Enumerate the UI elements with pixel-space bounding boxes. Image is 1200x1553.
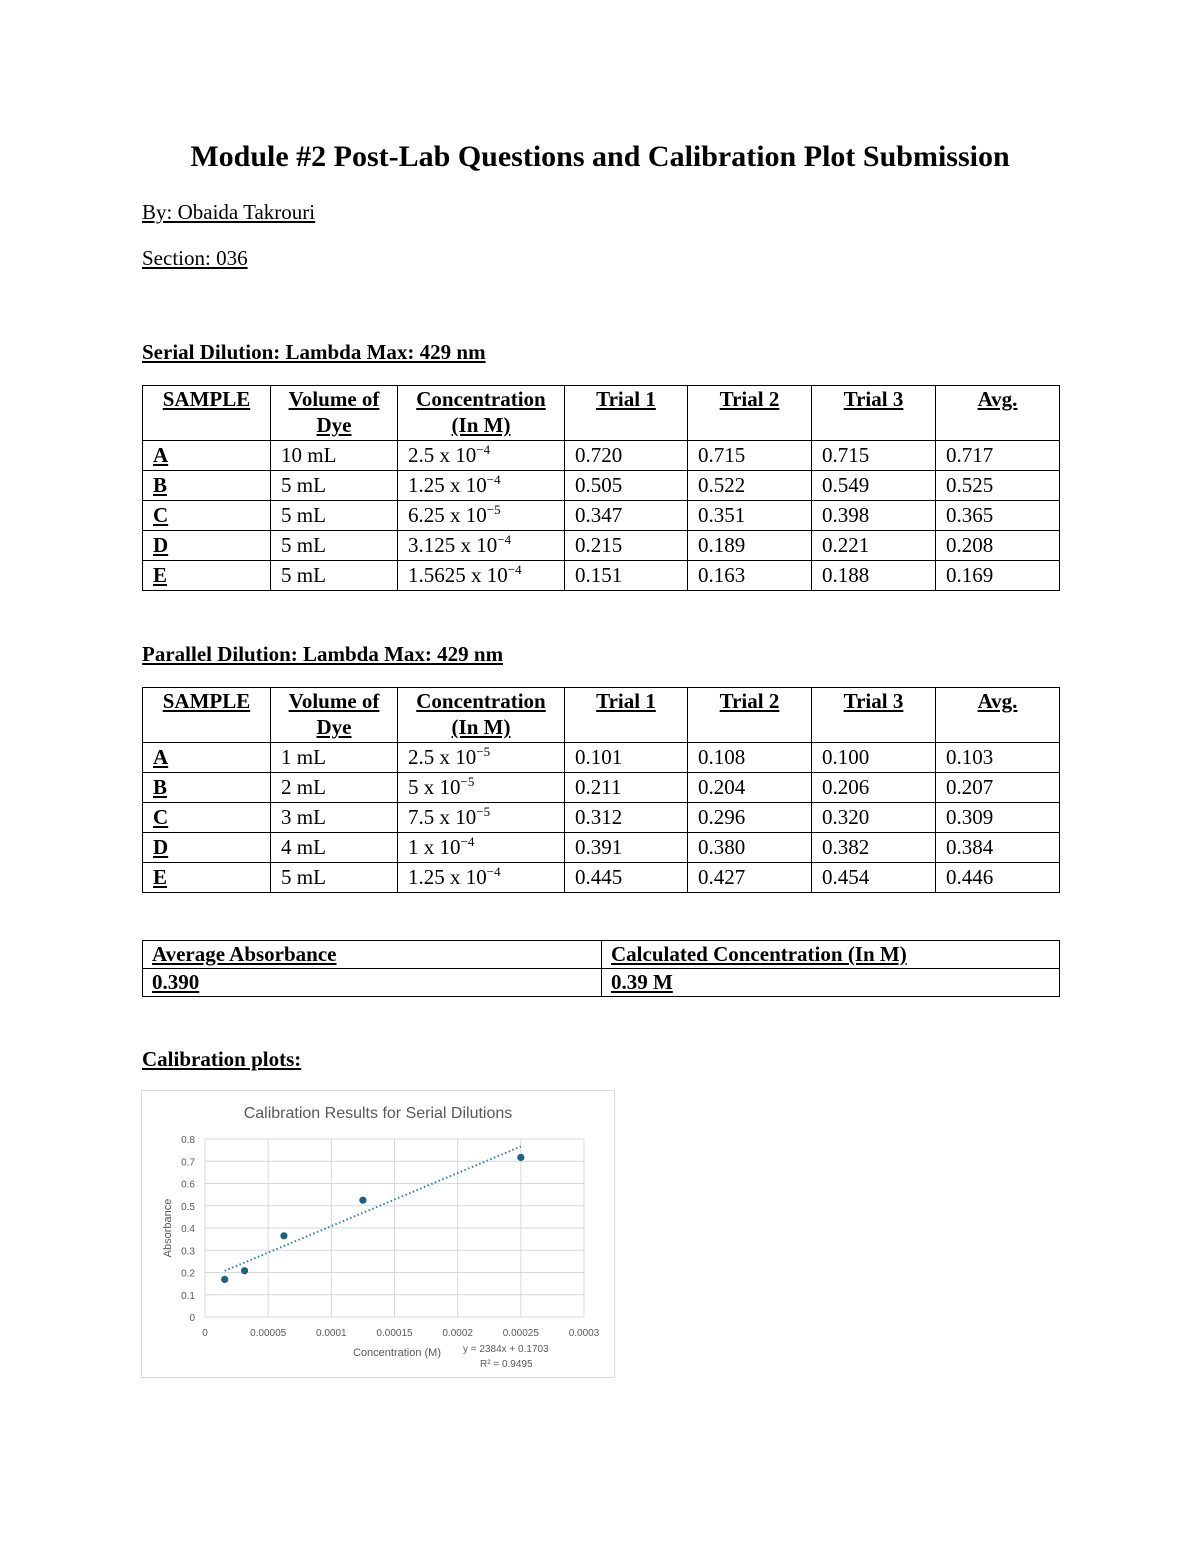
trial-1-cell: 0.391 (565, 833, 688, 863)
concentration-cell (398, 803, 565, 833)
volume-cell: 2 mL (271, 773, 398, 803)
concentration-exponent: −5 (476, 744, 491, 759)
volume-cell: 5 mL (271, 561, 398, 591)
trial-2-cell: 0.108 (688, 743, 812, 773)
concentration-cell (398, 561, 565, 591)
table-row (143, 531, 1060, 561)
trial-2-cell: 0.715 (688, 441, 812, 471)
result-table (142, 940, 1060, 997)
r-squared-label: R² = 0.9495 (480, 1359, 533, 1370)
concentration-base: 2.5 x 10 (408, 443, 477, 467)
calculated-concentration-value: 0.39 M (602, 969, 1060, 997)
concentration-base: 3.125 x 10 (408, 533, 498, 557)
trial-1-cell: 0.211 (565, 773, 688, 803)
trial-1-cell: 0.720 (565, 441, 688, 471)
serial-header-row (143, 386, 1060, 441)
chart-title: Calibration Results for Serial Dilutions (243, 1105, 513, 1122)
trial-1-cell: 0.505 (565, 471, 688, 501)
volume-cell: 4 mL (271, 833, 398, 863)
sample-cell: A (143, 441, 271, 471)
trial-2-cell: 0.204 (688, 773, 812, 803)
concentration-base: 1.5625 x 10 (408, 563, 508, 587)
concentration-cell (398, 863, 565, 893)
sample-cell: A (143, 743, 271, 773)
volume-cell: 5 mL (271, 531, 398, 561)
y-tick-label: 0.8 (181, 1135, 195, 1146)
trial-1-cell: 0.445 (565, 863, 688, 893)
table-row (143, 471, 1060, 501)
average-absorbance-header: Average Absorbance (143, 941, 602, 969)
avg-cell: 0.208 (936, 531, 1060, 561)
trial-1-cell: 0.101 (565, 743, 688, 773)
concentration-base: 1.25 x 10 (408, 473, 487, 497)
calibration-plots-heading: Calibration plots: (142, 1047, 302, 1071)
concentration-cell (398, 773, 565, 803)
table-row (143, 803, 1060, 833)
concentration-exponent: −4 (507, 562, 522, 577)
calculated-concentration-header: Calculated Concentration (In M) (602, 941, 1060, 969)
sample-cell: C (143, 803, 271, 833)
table-row (143, 561, 1060, 591)
x-axis-label: Concentration (M) (352, 1347, 442, 1359)
header-trial-2: Trial 2 (688, 386, 812, 441)
concentration-cell (398, 743, 565, 773)
parallel-dilution-table (142, 687, 1060, 893)
trial-3-cell: 0.221 (812, 531, 936, 561)
concentration-base: 6.25 x 10 (408, 503, 487, 527)
avg-cell: 0.717 (936, 441, 1060, 471)
avg-cell: 0.309 (936, 803, 1060, 833)
y-tick-label: 0.6 (181, 1179, 195, 1191)
trial-2-cell: 0.351 (688, 501, 812, 531)
chart-svg (142, 1091, 614, 1377)
sample-cell: E (143, 561, 271, 591)
trial-3-cell: 0.320 (812, 803, 936, 833)
sample-cell: B (143, 471, 271, 501)
table-row (143, 441, 1060, 471)
data-point (359, 1197, 366, 1204)
header-avg: Avg. (936, 386, 1060, 441)
trendline-equation: y = 2384x + 0.1703 (463, 1344, 549, 1355)
concentration-base: 2.5 x 10 (408, 745, 477, 769)
sample-cell: E (143, 863, 271, 893)
header-sample: SAMPLE (143, 386, 271, 441)
trial-3-cell: 0.382 (812, 833, 936, 863)
sample-cell: C (143, 501, 271, 531)
trial-3-cell: 0.398 (812, 501, 936, 531)
page-title: Module #2 Post-Lab Questions and Calibration Plot Submission (190, 140, 1010, 173)
concentration-cell (398, 531, 565, 561)
volume-cell: 10 mL (271, 441, 398, 471)
avg-cell: 0.207 (936, 773, 1060, 803)
serial-dilution-table (142, 385, 1060, 591)
trial-3-cell: 0.715 (812, 441, 936, 471)
avg-cell: 0.384 (936, 833, 1060, 863)
data-point (280, 1232, 287, 1239)
concentration-exponent: −4 (460, 834, 475, 849)
parallel-heading: Parallel Dilution: Lambda Max: 429 nm (142, 642, 504, 666)
result-header-row (143, 941, 1060, 969)
volume-cell: 5 mL (271, 471, 398, 501)
concentration-exponent: −5 (486, 502, 501, 517)
header-trial-1: Trial 1 (565, 386, 688, 441)
y-tick-label: 0.4 (181, 1224, 195, 1235)
avg-cell: 0.169 (936, 561, 1060, 591)
calibration-chart (141, 1090, 615, 1378)
trial-3-cell: 0.100 (812, 743, 936, 773)
x-tick-label: 0.00015 (376, 1328, 413, 1339)
concentration-exponent: −5 (460, 774, 475, 789)
y-tick-label: 0.5 (181, 1201, 195, 1213)
data-point (221, 1276, 228, 1283)
trial-2-cell: 0.522 (688, 471, 812, 501)
trial-1-cell: 0.215 (565, 531, 688, 561)
header-trial-3: Trial 3 (812, 688, 936, 743)
trial-1-cell: 0.312 (565, 803, 688, 833)
x-tick-label: 0.0002 (442, 1328, 473, 1339)
concentration-cell (398, 471, 565, 501)
header-concentration: Concentration (In M) (398, 386, 565, 441)
y-tick-label: 0.2 (181, 1268, 195, 1280)
trial-2-cell: 0.296 (688, 803, 812, 833)
volume-cell: 1 mL (271, 743, 398, 773)
y-tick-label: 0.3 (181, 1246, 195, 1258)
y-tick-label: 0 (189, 1313, 195, 1324)
table-row (143, 863, 1060, 893)
sample-cell: B (143, 773, 271, 803)
header-sample: SAMPLE (143, 688, 271, 743)
x-tick-label: 0.00005 (250, 1328, 287, 1339)
avg-cell: 0.446 (936, 863, 1060, 893)
volume-cell: 5 mL (271, 863, 398, 893)
serial-heading: Serial Dilution: Lambda Max: 429 nm (142, 340, 486, 364)
table-row (143, 743, 1060, 773)
x-tick-label: 0 (202, 1328, 208, 1339)
y-tick-label: 0.7 (181, 1157, 195, 1169)
table-row (143, 773, 1060, 803)
header-concentration: Concentration (In M) (398, 688, 565, 743)
result-value-row (143, 969, 1060, 997)
concentration-cell (398, 833, 565, 863)
table-row (143, 501, 1060, 531)
header-trial-2: Trial 2 (688, 688, 812, 743)
trial-2-cell: 0.189 (688, 531, 812, 561)
y-tick-label: 0.1 (181, 1290, 195, 1302)
avg-cell: 0.365 (936, 501, 1060, 531)
trendline (225, 1146, 521, 1270)
trial-3-cell: 0.454 (812, 863, 936, 893)
concentration-cell (398, 441, 565, 471)
trial-1-cell: 0.151 (565, 561, 688, 591)
concentration-exponent: −4 (497, 532, 512, 547)
x-tick-label: 0.00025 (502, 1328, 539, 1339)
avg-cell: 0.103 (936, 743, 1060, 773)
parallel-header-row (143, 688, 1060, 743)
trial-3-cell: 0.206 (812, 773, 936, 803)
average-absorbance-value: 0.390 (143, 969, 602, 997)
volume-cell: 3 mL (271, 803, 398, 833)
concentration-cell (398, 501, 565, 531)
trial-2-cell: 0.427 (688, 863, 812, 893)
concentration-base: 1.25 x 10 (408, 865, 487, 889)
avg-cell: 0.525 (936, 471, 1060, 501)
trial-3-cell: 0.549 (812, 471, 936, 501)
header-volume: Volume of Dye (271, 386, 398, 441)
data-point (517, 1154, 524, 1161)
concentration-exponent: −4 (486, 472, 501, 487)
trial-2-cell: 0.380 (688, 833, 812, 863)
concentration-exponent: −4 (486, 864, 501, 879)
x-tick-label: 0.0001 (316, 1328, 347, 1339)
concentration-base: 1 x 10 (408, 835, 461, 859)
trial-3-cell: 0.188 (812, 561, 936, 591)
y-axis-label: Absorbance (162, 1198, 174, 1258)
data-point (241, 1267, 248, 1274)
x-tick-label: 0.0003 (568, 1328, 600, 1339)
sample-cell: D (143, 833, 271, 863)
header-avg: Avg. (936, 688, 1060, 743)
trial-2-cell: 0.163 (688, 561, 812, 591)
concentration-exponent: −4 (476, 442, 491, 457)
header-trial-1: Trial 1 (565, 688, 688, 743)
concentration-base: 7.5 x 10 (408, 805, 477, 829)
section-line: Section: 036 (142, 246, 248, 270)
concentration-base: 5 x 10 (408, 775, 461, 799)
volume-cell: 5 mL (271, 501, 398, 531)
concentration-exponent: −5 (476, 804, 491, 819)
table-row (143, 833, 1060, 863)
header-trial-3: Trial 3 (812, 386, 936, 441)
author-line: By: Obaida Takrouri (142, 200, 316, 224)
header-volume: Volume of Dye (271, 688, 398, 743)
trial-1-cell: 0.347 (565, 501, 688, 531)
sample-cell: D (143, 531, 271, 561)
